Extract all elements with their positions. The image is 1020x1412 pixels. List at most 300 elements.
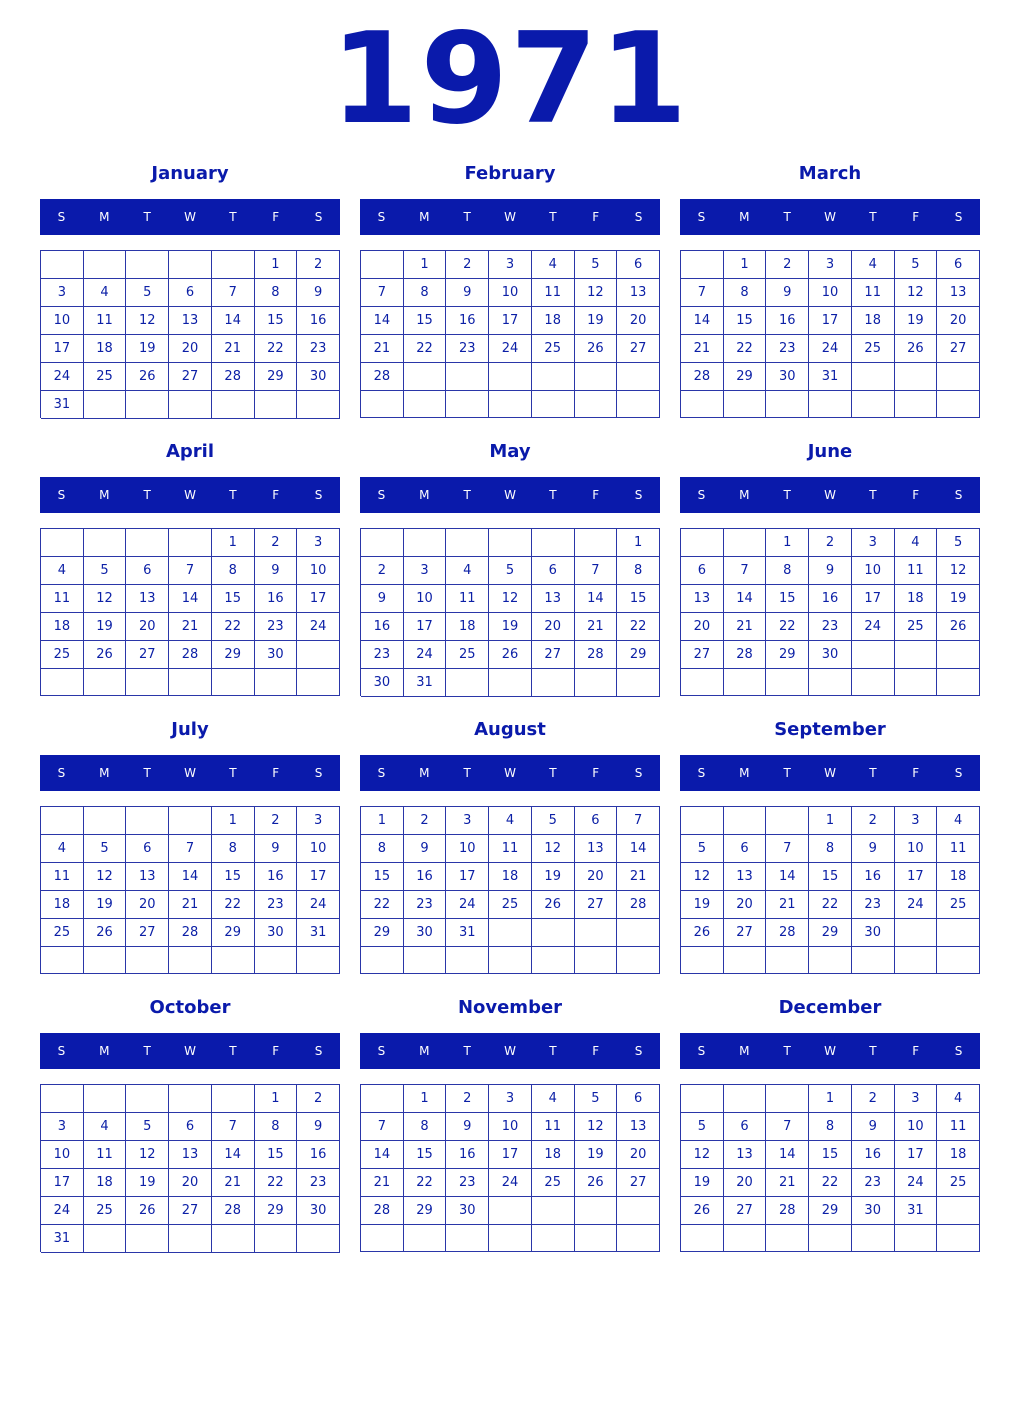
day-cell: 8 <box>255 279 298 307</box>
day-cell: 2 <box>404 807 447 835</box>
empty-day-cell <box>84 1085 127 1113</box>
day-cell: 21 <box>617 863 660 891</box>
day-cell: 13 <box>681 585 724 613</box>
day-cell: 7 <box>169 557 212 585</box>
empty-day-cell <box>212 391 255 419</box>
day-cell: 22 <box>255 1169 298 1197</box>
day-cell: 22 <box>766 613 809 641</box>
empty-day-cell <box>895 1225 938 1252</box>
empty-day-cell <box>255 1225 298 1253</box>
empty-day-cell <box>41 669 84 696</box>
day-cell: 17 <box>297 863 340 891</box>
day-cell: 20 <box>724 1169 767 1197</box>
empty-day-cell <box>446 669 489 697</box>
day-cell: 16 <box>297 307 340 335</box>
day-cell: 10 <box>41 1141 84 1169</box>
day-cell: 2 <box>766 251 809 279</box>
empty-day-cell <box>169 1225 212 1253</box>
day-cell: 16 <box>766 307 809 335</box>
day-cell: 6 <box>617 251 660 279</box>
empty-day-cell <box>297 669 340 696</box>
empty-day-cell <box>446 947 489 974</box>
day-cell: 10 <box>489 279 532 307</box>
weekday-label: T <box>783 766 791 780</box>
day-cell: 26 <box>84 641 127 669</box>
day-cell: 8 <box>617 557 660 585</box>
day-cell: 2 <box>852 807 895 835</box>
weekday-label: T <box>463 488 471 502</box>
day-cell: 23 <box>809 613 852 641</box>
day-cell: 21 <box>361 1169 404 1197</box>
empty-day-cell <box>617 947 660 974</box>
day-cell: 30 <box>766 363 809 391</box>
empty-day-cell <box>724 947 767 974</box>
weekday-label: T <box>463 1044 471 1058</box>
day-cell: 25 <box>532 335 575 363</box>
day-grid <box>680 1084 980 1252</box>
empty-day-cell <box>126 1225 169 1253</box>
day-cell: 4 <box>84 279 127 307</box>
weekday-label: T <box>463 210 471 224</box>
day-cell: 20 <box>617 1141 660 1169</box>
day-cell: 26 <box>681 919 724 947</box>
weekday-label: F <box>912 488 920 502</box>
day-cell: 27 <box>169 363 212 391</box>
day-cell: 1 <box>212 529 255 557</box>
day-cell: 24 <box>41 1197 84 1225</box>
weekday-label: M <box>739 488 750 502</box>
empty-day-cell <box>169 807 212 835</box>
day-cell: 9 <box>446 1113 489 1141</box>
day-cell: 18 <box>84 335 127 363</box>
day-cell: 26 <box>575 1169 618 1197</box>
day-cell: 10 <box>895 1113 938 1141</box>
day-cell: 16 <box>446 1141 489 1169</box>
day-cell: 17 <box>895 863 938 891</box>
day-cell: 29 <box>724 363 767 391</box>
empty-day-cell <box>681 1085 724 1113</box>
empty-day-cell <box>489 1225 532 1252</box>
weekday-label: T <box>549 1044 557 1058</box>
weekday-label: T <box>549 766 557 780</box>
empty-day-cell <box>212 669 255 696</box>
day-cell: 24 <box>895 1169 938 1197</box>
day-cell: 21 <box>169 613 212 641</box>
month-august <box>360 715 660 983</box>
day-cell: 13 <box>575 835 618 863</box>
day-cell: 21 <box>169 891 212 919</box>
day-cell: 14 <box>575 585 618 613</box>
weekday-label: S <box>377 1044 386 1058</box>
day-cell: 14 <box>766 1141 809 1169</box>
weekday-label: S <box>634 210 643 224</box>
day-cell: 17 <box>852 585 895 613</box>
day-cell: 11 <box>937 1113 980 1141</box>
day-cell: 2 <box>297 251 340 279</box>
day-cell: 26 <box>937 613 980 641</box>
day-cell: 6 <box>169 1113 212 1141</box>
empty-day-cell <box>169 947 212 974</box>
day-cell: 4 <box>937 1085 980 1113</box>
weekday-label: M <box>739 766 750 780</box>
weekday-label: W <box>504 766 516 780</box>
weekday-label: S <box>634 766 643 780</box>
weekday-label: S <box>314 1044 323 1058</box>
weekday-label: W <box>824 1044 836 1058</box>
day-cell: 3 <box>489 251 532 279</box>
day-cell: 7 <box>766 835 809 863</box>
day-cell: 11 <box>852 279 895 307</box>
day-cell: 31 <box>297 919 340 947</box>
day-cell: 19 <box>126 335 169 363</box>
month-april <box>40 437 340 705</box>
empty-day-cell <box>489 919 532 947</box>
weekday-header <box>40 755 340 791</box>
weekday-label: S <box>697 488 706 502</box>
day-cell: 17 <box>809 307 852 335</box>
day-cell: 6 <box>575 807 618 835</box>
day-cell: 11 <box>895 557 938 585</box>
month-name: March <box>798 163 862 184</box>
empty-day-cell <box>895 947 938 974</box>
empty-day-cell <box>937 641 980 669</box>
day-cell: 16 <box>255 585 298 613</box>
empty-day-cell <box>766 669 809 696</box>
empty-day-cell <box>84 529 127 557</box>
day-grid <box>360 250 660 418</box>
weekday-label: T <box>143 210 151 224</box>
weekday-header <box>680 477 980 513</box>
day-cell: 1 <box>766 529 809 557</box>
empty-day-cell <box>724 807 767 835</box>
empty-day-cell <box>84 947 127 974</box>
weekday-label: W <box>504 1044 516 1058</box>
day-grid <box>680 250 980 418</box>
day-cell: 27 <box>681 641 724 669</box>
empty-day-cell <box>41 529 84 557</box>
day-cell: 15 <box>255 307 298 335</box>
empty-day-cell <box>404 529 447 557</box>
day-cell: 27 <box>126 641 169 669</box>
day-cell: 10 <box>446 835 489 863</box>
day-cell: 30 <box>809 641 852 669</box>
day-grid <box>40 250 340 418</box>
weekday-label: S <box>697 1044 706 1058</box>
day-cell: 19 <box>895 307 938 335</box>
day-cell: 8 <box>212 835 255 863</box>
day-cell: 21 <box>575 613 618 641</box>
day-cell: 1 <box>212 807 255 835</box>
day-cell: 6 <box>169 279 212 307</box>
day-cell: 28 <box>724 641 767 669</box>
day-cell: 1 <box>404 1085 447 1113</box>
day-cell: 13 <box>532 585 575 613</box>
empty-day-cell <box>361 1085 404 1113</box>
empty-day-cell <box>361 391 404 418</box>
day-cell: 3 <box>446 807 489 835</box>
weekday-label: T <box>229 488 237 502</box>
day-cell: 13 <box>169 1141 212 1169</box>
weekday-header <box>40 477 340 513</box>
day-cell: 24 <box>446 891 489 919</box>
empty-day-cell <box>532 529 575 557</box>
empty-day-cell <box>404 363 447 391</box>
empty-day-cell <box>681 391 724 418</box>
empty-day-cell <box>446 363 489 391</box>
day-cell: 17 <box>41 1169 84 1197</box>
day-cell: 6 <box>532 557 575 585</box>
weekday-label: T <box>869 488 877 502</box>
day-cell: 17 <box>895 1141 938 1169</box>
day-cell: 27 <box>575 891 618 919</box>
day-cell: 18 <box>41 613 84 641</box>
day-cell: 27 <box>724 919 767 947</box>
empty-day-cell <box>681 529 724 557</box>
weekday-label: F <box>912 1044 920 1058</box>
day-cell: 26 <box>84 919 127 947</box>
empty-day-cell <box>724 1225 767 1252</box>
day-cell: 4 <box>41 835 84 863</box>
month-february <box>360 159 660 427</box>
day-cell: 10 <box>809 279 852 307</box>
day-cell: 7 <box>575 557 618 585</box>
day-cell: 7 <box>724 557 767 585</box>
empty-day-cell <box>852 391 895 418</box>
day-cell: 20 <box>937 307 980 335</box>
day-cell: 17 <box>297 585 340 613</box>
empty-day-cell <box>681 251 724 279</box>
day-cell: 23 <box>446 1169 489 1197</box>
day-cell: 2 <box>297 1085 340 1113</box>
day-cell: 16 <box>361 613 404 641</box>
day-cell: 7 <box>361 279 404 307</box>
empty-day-cell <box>404 391 447 418</box>
day-cell: 6 <box>126 835 169 863</box>
day-cell: 8 <box>724 279 767 307</box>
month-october <box>40 993 340 1261</box>
day-cell: 19 <box>575 307 618 335</box>
day-cell: 6 <box>724 835 767 863</box>
empty-day-cell <box>937 1225 980 1252</box>
month-march <box>680 159 980 427</box>
day-cell: 18 <box>532 307 575 335</box>
empty-day-cell <box>575 1197 618 1225</box>
empty-day-cell <box>489 947 532 974</box>
empty-day-cell <box>766 391 809 418</box>
empty-day-cell <box>532 1197 575 1225</box>
empty-day-cell <box>489 363 532 391</box>
day-cell: 29 <box>255 363 298 391</box>
day-cell: 28 <box>169 641 212 669</box>
weekday-label: S <box>314 488 323 502</box>
empty-day-cell <box>766 947 809 974</box>
day-cell: 21 <box>212 1169 255 1197</box>
day-cell: 8 <box>361 835 404 863</box>
day-cell: 21 <box>766 891 809 919</box>
day-cell: 25 <box>895 613 938 641</box>
weekday-label: M <box>419 210 430 224</box>
empty-day-cell <box>361 947 404 974</box>
day-cell: 4 <box>532 251 575 279</box>
empty-day-cell <box>169 1085 212 1113</box>
weekday-label: W <box>184 210 196 224</box>
month-november <box>360 993 660 1261</box>
day-cell: 15 <box>361 863 404 891</box>
day-grid <box>360 1084 660 1252</box>
empty-day-cell <box>617 1197 660 1225</box>
weekday-label: S <box>314 210 323 224</box>
day-cell: 12 <box>84 585 127 613</box>
weekday-header <box>40 199 340 235</box>
day-grid <box>360 806 660 974</box>
day-cell: 24 <box>489 335 532 363</box>
day-cell: 22 <box>255 335 298 363</box>
day-grid <box>40 806 340 974</box>
day-cell: 29 <box>766 641 809 669</box>
day-cell: 19 <box>532 863 575 891</box>
day-cell: 10 <box>297 835 340 863</box>
day-cell: 5 <box>575 251 618 279</box>
month-september <box>680 715 980 983</box>
day-cell: 15 <box>766 585 809 613</box>
day-cell: 21 <box>766 1169 809 1197</box>
day-cell: 4 <box>532 1085 575 1113</box>
day-cell: 12 <box>126 307 169 335</box>
day-cell: 23 <box>404 891 447 919</box>
day-cell: 24 <box>852 613 895 641</box>
empty-day-cell <box>681 669 724 696</box>
weekday-label: T <box>229 1044 237 1058</box>
day-cell: 12 <box>489 585 532 613</box>
empty-day-cell <box>169 391 212 419</box>
day-cell: 19 <box>126 1169 169 1197</box>
day-cell: 30 <box>852 1197 895 1225</box>
weekday-label: S <box>954 488 963 502</box>
empty-day-cell <box>255 391 298 419</box>
empty-day-cell <box>937 919 980 947</box>
day-cell: 20 <box>575 863 618 891</box>
empty-day-cell <box>212 1085 255 1113</box>
day-cell: 13 <box>126 863 169 891</box>
day-cell: 26 <box>489 641 532 669</box>
empty-day-cell <box>169 669 212 696</box>
weekday-label: M <box>419 1044 430 1058</box>
day-cell: 14 <box>724 585 767 613</box>
day-cell: 26 <box>895 335 938 363</box>
day-cell: 3 <box>895 807 938 835</box>
weekday-label: T <box>783 488 791 502</box>
empty-day-cell <box>361 1225 404 1252</box>
empty-day-cell <box>809 669 852 696</box>
empty-day-cell <box>84 391 127 419</box>
day-cell: 28 <box>575 641 618 669</box>
weekday-label: S <box>377 210 386 224</box>
day-cell: 21 <box>361 335 404 363</box>
day-cell: 7 <box>212 279 255 307</box>
month-name: April <box>165 441 215 462</box>
empty-day-cell <box>532 919 575 947</box>
weekday-label: W <box>184 1044 196 1058</box>
day-cell: 10 <box>297 557 340 585</box>
day-cell: 23 <box>297 335 340 363</box>
day-cell: 29 <box>212 641 255 669</box>
day-cell: 25 <box>937 1169 980 1197</box>
day-cell: 13 <box>617 279 660 307</box>
day-cell: 23 <box>852 1169 895 1197</box>
day-cell: 1 <box>809 1085 852 1113</box>
day-cell: 24 <box>404 641 447 669</box>
day-cell: 9 <box>404 835 447 863</box>
day-cell: 11 <box>446 585 489 613</box>
day-cell: 29 <box>617 641 660 669</box>
day-cell: 12 <box>681 863 724 891</box>
day-grid <box>40 528 340 696</box>
day-cell: 28 <box>766 919 809 947</box>
day-cell: 5 <box>681 835 724 863</box>
day-cell: 10 <box>41 307 84 335</box>
weekday-label: M <box>99 210 110 224</box>
day-cell: 26 <box>681 1197 724 1225</box>
empty-day-cell <box>895 391 938 418</box>
empty-day-cell <box>852 1225 895 1252</box>
day-cell: 1 <box>255 251 298 279</box>
empty-day-cell <box>617 669 660 697</box>
empty-day-cell <box>724 391 767 418</box>
day-cell: 15 <box>212 585 255 613</box>
day-cell: 24 <box>895 891 938 919</box>
weekday-label: W <box>824 488 836 502</box>
empty-day-cell <box>446 1225 489 1252</box>
weekday-header <box>360 1033 660 1069</box>
day-cell: 24 <box>809 335 852 363</box>
month-name: November <box>457 997 563 1018</box>
weekday-label: W <box>184 766 196 780</box>
day-grid <box>680 806 980 974</box>
day-cell: 31 <box>809 363 852 391</box>
weekday-label: M <box>419 766 430 780</box>
day-cell: 10 <box>852 557 895 585</box>
day-cell: 3 <box>809 251 852 279</box>
empty-day-cell <box>126 807 169 835</box>
day-cell: 24 <box>297 613 340 641</box>
empty-day-cell <box>126 529 169 557</box>
day-cell: 3 <box>895 1085 938 1113</box>
empty-day-cell <box>126 669 169 696</box>
day-cell: 16 <box>446 307 489 335</box>
day-cell: 19 <box>84 891 127 919</box>
empty-day-cell <box>895 363 938 391</box>
day-cell: 21 <box>724 613 767 641</box>
day-cell: 10 <box>895 835 938 863</box>
weekday-label: T <box>143 766 151 780</box>
day-cell: 19 <box>84 613 127 641</box>
day-cell: 15 <box>724 307 767 335</box>
weekday-label: T <box>869 210 877 224</box>
weekday-label: S <box>57 766 66 780</box>
weekday-label: S <box>57 488 66 502</box>
day-cell: 6 <box>937 251 980 279</box>
empty-day-cell <box>852 947 895 974</box>
day-cell: 3 <box>41 1113 84 1141</box>
day-cell: 5 <box>575 1085 618 1113</box>
day-cell: 6 <box>617 1085 660 1113</box>
day-cell: 28 <box>617 891 660 919</box>
day-cell: 8 <box>404 279 447 307</box>
empty-day-cell <box>126 947 169 974</box>
day-cell: 4 <box>489 807 532 835</box>
day-cell: 12 <box>84 863 127 891</box>
day-cell: 4 <box>937 807 980 835</box>
